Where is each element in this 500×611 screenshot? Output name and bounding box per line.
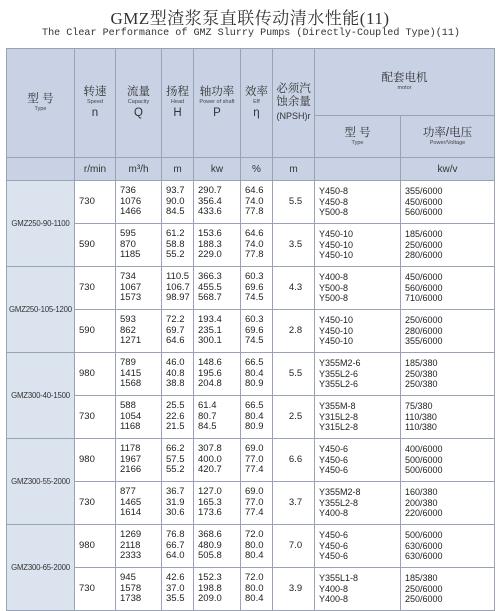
head-value: 46.0 [166,357,185,369]
table-row [7,439,495,482]
speed-cell: 590 [75,310,116,353]
speed-cell: 980 [75,353,116,396]
motor-power-voltage-value: 185/380 [405,358,438,369]
speed-cell: 980 [75,525,116,568]
motor-power-voltage-value: 160/380 [405,487,438,498]
motor-power-voltage-value: 250/380 [405,379,438,390]
motor-power-voltage-cell [401,568,495,611]
capacity-value: 1269 [120,529,142,541]
page-subtitle: The Clear Performance of GMZ Slurry Pumps (Directly-Coupled Type)(11) [42,28,460,39]
pump-model-cell: GMZ300-55-2000 [7,439,75,525]
efficiency-cell [241,396,273,439]
motor-type-value: Y400-8 [319,594,349,605]
motor-type-value: Y500-8 [319,293,349,304]
efficiency-value: 77.4 [245,507,264,519]
capacity-value: 1573 [120,292,142,304]
capacity-cell [116,181,162,224]
efficiency-value: 80.0 [245,582,264,594]
motor-power-voltage-value: 400/6000 [405,444,443,455]
header-row [7,49,495,116]
npsh-cell: 3.9 [273,568,315,611]
motor-power-voltage-value: 75/380 [405,401,433,412]
head-value: 58.8 [166,238,185,250]
unit-speed: r/min [75,158,116,181]
power-value: 173.6 [198,507,222,519]
npsh-cell: 3.5 [273,224,315,267]
capacity-value: 1168 [120,421,141,433]
efficiency-value: 69.0 [245,443,264,455]
power-value: 480.9 [198,539,222,551]
motor-type-value: Y450-6 [319,444,349,455]
head-cell [162,267,194,310]
power-value: 153.6 [198,228,222,240]
efficiency-cell [241,267,273,310]
efficiency-value: 72.0 [245,529,264,541]
efficiency-value: 60.3 [245,271,264,283]
motor-type-cell [315,439,401,482]
motor-type-value: Y355L2-6 [319,379,359,390]
speed-cell: 730 [75,482,116,525]
capacity-cell [116,353,162,396]
capacity-value: 1738 [120,593,142,605]
head-value: 98.97 [166,292,190,304]
motor-power-voltage-cell [401,353,495,396]
motor-type-value: Y450-10 [319,250,354,261]
capacity-value: 1967 [120,453,142,465]
motor-type-value: Y450-6 [319,530,349,541]
motor-power-voltage-value: 250/380 [405,368,438,379]
head-value: 37.0 [166,582,185,594]
capacity-cell [116,525,162,568]
power-value: 84.5 [198,421,217,433]
head-value: 110.5 [166,271,190,283]
capacity-value: 1568 [120,378,142,390]
table-row [7,568,495,611]
head-value: 106.7 [166,281,190,293]
motor-type-value: Y450-10 [319,315,354,326]
motor-type-value: Y450-6 [319,540,349,551]
head-cell [162,224,194,267]
power-value: 455.5 [198,281,222,293]
motor-type-cell [315,267,401,310]
header-head: 扬程 Head H [162,49,194,158]
efficiency-value: 77.0 [245,453,264,465]
speed-cell: 730 [75,396,116,439]
page-title: GMZ型渣浆泵直联传动清水性能(11) [110,9,390,28]
efficiency-value: 60.3 [245,314,264,326]
power-value: 400.0 [198,453,222,465]
head-value: 93.7 [166,185,185,197]
efficiency-value: 74.5 [245,292,264,304]
performance-table [6,48,495,611]
motor-power-voltage-value: 355/6000 [405,336,443,347]
motor-type-value: Y355L2-8 [319,497,359,508]
head-value: 55.2 [166,464,185,476]
motor-power-voltage-value: 560/6000 [405,207,443,218]
table-row [7,482,495,525]
power-cell [194,482,241,525]
motor-power-voltage-cell [401,181,495,224]
head-value: 61.2 [166,228,185,240]
efficiency-value: 77.0 [245,496,264,508]
pump-model-cell: GMZ300-65-2000 [7,525,75,611]
power-value: 165.3 [198,496,222,508]
power-cell [194,267,241,310]
head-value: 40.8 [166,367,185,379]
power-value: 229.0 [198,249,222,261]
power-value: 307.8 [198,443,222,455]
head-cell [162,353,194,396]
table-row [7,181,495,224]
capacity-cell [116,267,162,310]
efficiency-cell [241,224,273,267]
motor-power-voltage-cell [401,439,495,482]
power-value: 433.6 [198,206,222,218]
motor-type-value: Y450-10 [319,336,354,347]
capacity-value: 736 [120,185,136,197]
efficiency-cell [241,181,273,224]
efficiency-value: 64.6 [245,228,264,240]
capacity-cell [116,439,162,482]
efficiency-cell [241,310,273,353]
motor-type-value: Y355L2-6 [319,368,359,379]
unit-capacity: m³/h [116,158,162,181]
capacity-value: 1271 [120,335,142,347]
power-cell [194,439,241,482]
efficiency-value: 80.9 [245,421,264,433]
capacity-value: 2166 [120,464,142,476]
motor-power-voltage-value: 500/6000 [405,465,443,476]
motor-type-value: Y400-8 [319,272,349,283]
header-motor-type: 型 号 Type [315,116,401,158]
power-value: 505.8 [198,550,222,562]
power-value: 193.4 [198,314,222,326]
head-cell [162,181,194,224]
unit-motor-type [315,158,401,181]
motor-power-voltage-value: 450/6000 [405,272,443,283]
capacity-value: 2118 [120,539,141,551]
pump-model-cell: GMZ300-40-1500 [7,353,75,439]
capacity-value: 588 [120,400,136,412]
motor-power-voltage-value: 630/6000 [405,540,443,551]
head-value: 69.7 [166,324,185,336]
head-cell [162,482,194,525]
efficiency-value: 77.4 [245,464,264,476]
motor-type-value: Y500-8 [319,282,349,293]
motor-type-value: Y450-8 [319,196,349,207]
motor-power-voltage-value: 185/380 [405,573,438,584]
unit-power: kw [194,158,241,181]
motor-type-value: Y450-10 [319,239,354,250]
capacity-value: 1466 [120,206,142,218]
power-value: 61.4 [198,400,217,412]
header-motor: 配套电机 motor [315,49,495,116]
capacity-value: 1178 [120,443,141,455]
capacity-cell [116,482,162,525]
npsh-cell: 6.6 [273,439,315,482]
power-cell [194,310,241,353]
table-row [7,353,495,396]
motor-power-voltage-value: 560/6000 [405,282,443,293]
capacity-value: 1415 [120,367,142,379]
table-row [7,310,495,353]
unit-npsh: m [273,158,315,181]
capacity-value: 595 [120,228,136,240]
efficiency-value: 80.4 [245,593,264,605]
motor-type-cell [315,396,401,439]
npsh-cell: 3.7 [273,482,315,525]
capacity-value: 877 [120,486,136,498]
power-value: 152.3 [198,572,222,584]
capacity-value: 1614 [120,507,142,519]
speed-cell: 730 [75,181,116,224]
head-cell [162,568,194,611]
capacity-value: 862 [120,324,136,336]
speed-cell: 980 [75,439,116,482]
efficiency-cell [241,439,273,482]
power-value: 198.8 [198,582,222,594]
motor-type-value: Y355M2-6 [319,358,361,369]
capacity-value: 1076 [120,195,142,207]
efficiency-value: 72.0 [245,572,264,584]
pump-model-cell: GMZ250-90-1100 [7,181,75,267]
motor-power-voltage-value: 280/6000 [405,250,443,261]
capacity-cell [116,396,162,439]
header-efficiency: 效率 Eff η [241,49,273,158]
capacity-value: 1054 [120,410,142,422]
header-speed: 转速 Speed n [75,49,116,158]
table-row [7,525,495,568]
efficiency-cell [241,568,273,611]
head-cell [162,525,194,568]
motor-type-value: Y450-8 [319,186,349,197]
header-npsh: 必须汽蚀余量 (NPSH)r [273,49,315,158]
efficiency-value: 80.0 [245,539,264,551]
table-row [7,267,495,310]
motor-power-voltage-cell [401,482,495,525]
head-value: 22.6 [166,410,185,422]
motor-power-voltage-value: 450/6000 [405,196,443,207]
motor-power-voltage-value: 250/6000 [405,594,443,605]
npsh-cell: 5.5 [273,181,315,224]
motor-type-value: Y315L2-8 [319,411,359,422]
motor-type-cell [315,224,401,267]
motor-type-value: Y355M-8 [319,401,356,412]
table-row [7,224,495,267]
capacity-cell [116,568,162,611]
npsh-cell: 5.5 [273,353,315,396]
motor-type-value: Y355M2-8 [319,487,361,498]
motor-power-voltage-value: 355/6000 [405,186,443,197]
head-value: 42.6 [166,572,185,584]
motor-type-value: Y450-6 [319,454,349,465]
motor-type-value: Y315L2-8 [319,422,359,433]
header-motor-power-voltage: 功率/电压 Power/Voltage [401,116,495,158]
head-value: 64.0 [166,550,185,562]
unit-efficiency: % [241,158,273,181]
motor-power-voltage-value: 500/6000 [405,454,443,465]
capacity-cell [116,310,162,353]
motor-power-voltage-cell [401,267,495,310]
efficiency-value: 80.4 [245,550,264,562]
motor-type-value: Y355L1-8 [319,573,359,584]
motor-type-cell [315,525,401,568]
efficiency-value: 66.5 [245,357,264,369]
motor-power-voltage-value: 185/6000 [405,229,443,240]
motor-power-voltage-value: 500/6000 [405,530,443,541]
power-cell [194,224,241,267]
motor-power-voltage-value: 250/6000 [405,583,443,594]
motor-type-cell [315,181,401,224]
head-cell [162,396,194,439]
capacity-value: 1578 [120,582,142,594]
capacity-value: 945 [120,572,136,584]
head-cell [162,310,194,353]
capacity-value: 734 [120,271,136,283]
motor-power-voltage-cell [401,310,495,353]
motor-power-voltage-cell [401,396,495,439]
power-cell [194,353,241,396]
npsh-cell: 2.5 [273,396,315,439]
head-value: 84.5 [166,206,185,218]
header-power: 轴功率 Power of shaft P [194,49,241,158]
power-value: 420.7 [198,464,222,476]
power-value: 356.4 [198,195,222,207]
motor-type-cell [315,568,401,611]
efficiency-value: 80.4 [245,410,264,422]
motor-power-voltage-value: 280/6000 [405,325,443,336]
head-value: 38.8 [166,378,185,390]
head-value: 76.8 [166,529,185,541]
power-cell [194,181,241,224]
npsh-cell: 4.3 [273,267,315,310]
power-cell [194,568,241,611]
motor-power-voltage-value: 710/6000 [405,293,443,304]
motor-power-voltage-cell [401,525,495,568]
power-value: 80.7 [198,410,217,422]
head-value: 57.5 [166,453,185,465]
motor-type-cell [315,310,401,353]
efficiency-value: 64.6 [245,185,264,197]
capacity-value: 789 [120,357,136,369]
head-value: 31.9 [166,496,185,508]
motor-power-voltage-value: 220/6000 [405,508,443,519]
motor-type-value: Y500-8 [319,207,349,218]
power-value: 195.6 [198,367,222,379]
header-capacity: 流量 Capacity Q [116,49,162,158]
unit-motor-power-voltage: kw/v [401,158,495,181]
motor-power-voltage-value: 250/6000 [405,315,443,326]
motor-type-value: Y450-6 [319,551,349,562]
speed-cell: 590 [75,224,116,267]
efficiency-value: 69.6 [245,281,264,293]
head-cell [162,439,194,482]
power-value: 368.6 [198,529,222,541]
capacity-value: 593 [120,314,136,326]
efficiency-value: 80.9 [245,378,264,390]
speed-cell: 730 [75,267,116,310]
head-value: 21.5 [166,421,185,433]
motor-power-voltage-value: 110/380 [405,411,437,422]
head-value: 25.5 [166,400,185,412]
motor-power-voltage-value: 110/380 [405,422,437,433]
capacity-value: 870 [120,238,136,250]
power-value: 300.1 [198,335,222,347]
efficiency-cell [241,525,273,568]
capacity-cell [116,224,162,267]
efficiency-value: 69.0 [245,486,264,498]
speed-cell: 730 [75,568,116,611]
header-type: 型 号 Type [7,49,75,158]
pump-model-cell: GMZ250-105-1200 [7,267,75,353]
motor-type-value: Y450-6 [319,465,349,476]
head-value: 55.2 [166,249,185,261]
capacity-value: 1465 [120,496,142,508]
head-value: 35.5 [166,593,185,605]
motor-type-cell [315,353,401,396]
capacity-value: 2333 [120,550,142,562]
power-value: 568.7 [198,292,222,304]
units-row [7,158,495,181]
efficiency-value: 66.5 [245,400,264,412]
unit-head: m [162,158,194,181]
head-value: 64.6 [166,335,185,347]
efficiency-value: 80.4 [245,367,264,379]
table-row [7,396,495,439]
npsh-cell: 2.8 [273,310,315,353]
power-value: 290.7 [198,185,222,197]
efficiency-cell [241,482,273,525]
motor-type-value: Y450-10 [319,325,354,336]
power-cell [194,525,241,568]
unit-type [7,158,75,181]
motor-type-cell [315,482,401,525]
efficiency-value: 77.8 [245,206,264,218]
head-value: 66.7 [166,539,185,551]
power-value: 235.1 [198,324,222,336]
efficiency-value: 74.0 [245,238,264,250]
efficiency-cell [241,353,273,396]
power-value: 209.0 [198,593,222,605]
motor-type-value: Y400-8 [319,583,349,594]
motor-power-voltage-value: 630/6000 [405,551,443,562]
capacity-value: 1185 [120,249,141,261]
capacity-value: 1067 [120,281,142,293]
efficiency-value: 69.6 [245,324,264,336]
power-value: 366.3 [198,271,222,283]
efficiency-value: 77.8 [245,249,264,261]
motor-power-voltage-value: 200/380 [405,497,438,508]
power-value: 188.3 [198,238,222,250]
motor-type-value: Y400-8 [319,508,349,519]
head-value: 36.7 [166,486,185,498]
power-value: 127.0 [198,486,222,498]
head-value: 66.2 [166,443,185,455]
power-value: 204.8 [198,378,222,390]
power-value: 148.6 [198,357,222,369]
efficiency-value: 74.0 [245,195,264,207]
motor-power-voltage-value: 250/6000 [405,239,443,250]
head-value: 90.0 [166,195,185,207]
npsh-cell: 7.0 [273,525,315,568]
efficiency-value: 74.5 [245,335,264,347]
motor-power-voltage-cell [401,224,495,267]
power-cell [194,396,241,439]
head-value: 72.2 [166,314,185,326]
head-value: 30.6 [166,507,185,519]
motor-type-value: Y450-10 [319,229,354,240]
